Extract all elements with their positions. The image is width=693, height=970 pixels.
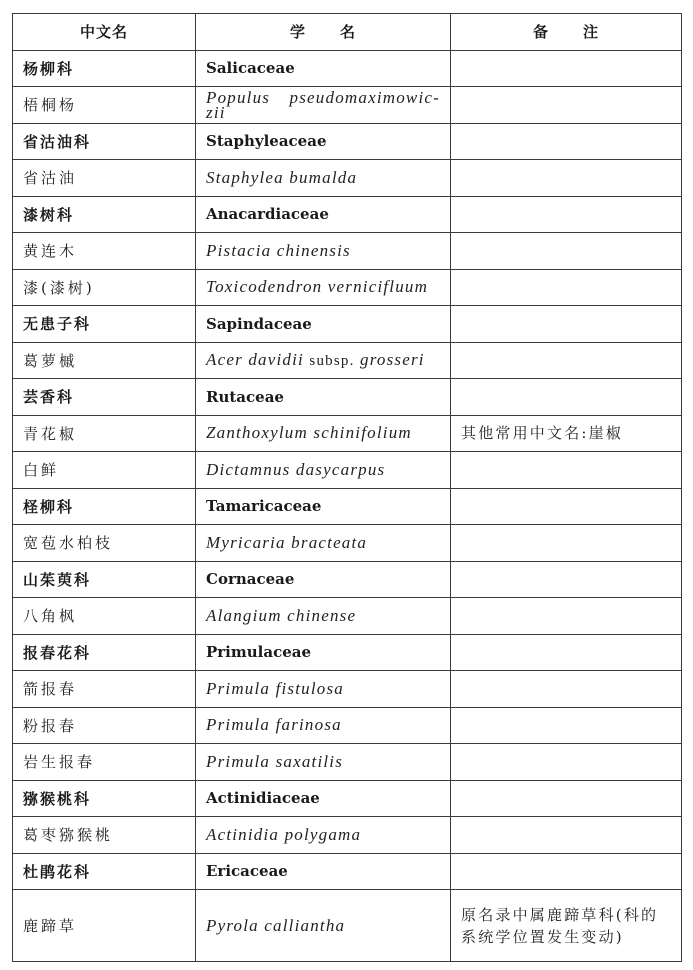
- chinese-species-name: 岩生报春: [13, 744, 196, 781]
- chinese-species-name: 漆(漆树): [13, 269, 196, 306]
- species-row: [13, 452, 682, 489]
- family-row: [13, 780, 682, 817]
- note-cell: [451, 196, 682, 233]
- scientific-species-name: Alangium chinense: [196, 598, 451, 635]
- note-cell: [451, 634, 682, 671]
- header-notes: [451, 14, 682, 51]
- chinese-species-name: 省沽油: [13, 160, 196, 197]
- chinese-family-name: 杨柳科: [13, 50, 196, 87]
- scientific-family-name: Staphyleaceae: [196, 123, 451, 160]
- note-cell: 其他常用中文名:崖椒: [451, 415, 682, 452]
- note-cell: [451, 671, 682, 708]
- genus-species: Acer davidii: [206, 350, 304, 370]
- species-row: [13, 671, 682, 708]
- family-row: [13, 561, 682, 598]
- family-row: [13, 50, 682, 87]
- note-cell: [451, 123, 682, 160]
- scientific-species-name: Zanthoxylum schinifolium: [196, 415, 451, 452]
- species-row: [13, 817, 682, 854]
- note-cell: [451, 342, 682, 379]
- family-row: [13, 488, 682, 525]
- species-row: [13, 415, 682, 452]
- species-row: [13, 342, 682, 379]
- scientific-species-name: Myricaria bracteata: [196, 525, 451, 562]
- species-row: [13, 233, 682, 270]
- header-chinese-name: 中文名: [13, 14, 196, 51]
- scientific-species-name: Actinidia polygama: [196, 817, 451, 854]
- scientific-species-name: Primula fistulosa: [196, 671, 451, 708]
- family-row: [13, 123, 682, 160]
- chinese-family-name: 山茱萸科: [13, 561, 196, 598]
- chinese-species-name: 鹿蹄草: [13, 890, 196, 962]
- scientific-family-name: Sapindaceae: [196, 306, 451, 343]
- chinese-family-name: 杜鹃花科: [13, 853, 196, 890]
- note-cell: [451, 306, 682, 343]
- header-scientific-name-b: 名: [340, 23, 357, 42]
- scientific-family-name: Primulaceae: [196, 634, 451, 671]
- scientific-species-name: Staphylea bumalda: [196, 160, 451, 197]
- species-row: [13, 87, 682, 124]
- chinese-family-name: 无患子科: [13, 306, 196, 343]
- chinese-species-name: 梧桐杨: [13, 87, 196, 124]
- scientific-family-name: Actinidiaceae: [196, 780, 451, 817]
- family-row: [13, 196, 682, 233]
- note-cell: [451, 525, 682, 562]
- species-row: [13, 890, 682, 962]
- chinese-family-name: 猕猴桃科: [13, 780, 196, 817]
- note-cell: 原名录中属鹿蹄草科(科的系统学位置发生变动): [451, 890, 682, 962]
- chinese-species-name: 八角枫: [13, 598, 196, 635]
- scientific-species-name: [196, 342, 451, 379]
- header-scientific-name: [196, 14, 451, 51]
- note-cell: [451, 233, 682, 270]
- family-row: [13, 853, 682, 890]
- chinese-species-name: 青花椒: [13, 415, 196, 452]
- chinese-species-name: 粉报春: [13, 707, 196, 744]
- header-scientific-name-a: 学: [289, 23, 306, 42]
- chinese-species-name: 葛萝槭: [13, 342, 196, 379]
- species-row: [13, 269, 682, 306]
- subspecies-epithet: grosseri: [360, 350, 425, 370]
- species-row: [13, 744, 682, 781]
- chinese-family-name: 芸香科: [13, 379, 196, 416]
- scientific-species-name: Primula farinosa: [196, 707, 451, 744]
- scientific-species-name: Pistacia chinensis: [196, 233, 451, 270]
- header-notes-b: 注: [583, 23, 600, 42]
- note-cell: [451, 561, 682, 598]
- scientific-family-name: Salicaceae: [196, 50, 451, 87]
- family-row: [13, 379, 682, 416]
- scientific-species-name: Pyrola calliantha: [196, 890, 451, 962]
- scientific-family-name: Tamaricaceae: [196, 488, 451, 525]
- species-row: [13, 598, 682, 635]
- chinese-species-name: 宽苞水柏枝: [13, 525, 196, 562]
- note-cell: [451, 488, 682, 525]
- note-cell: [451, 817, 682, 854]
- scientific-species-name: Primula saxatilis: [196, 744, 451, 781]
- family-row: [13, 634, 682, 671]
- chinese-family-name: 漆树科: [13, 196, 196, 233]
- scientific-family-name: Ericaceae: [196, 853, 451, 890]
- scientific-family-name: Anacardiaceae: [196, 196, 451, 233]
- chinese-family-name: 省沽油科: [13, 123, 196, 160]
- scientific-species-name: Toxicodendron vernicifluum: [196, 269, 451, 306]
- note-cell: [451, 379, 682, 416]
- chinese-species-name: 黄连木: [13, 233, 196, 270]
- rank-abbreviation: subsp.: [309, 353, 355, 370]
- scientific-family-name: Rutaceae: [196, 379, 451, 416]
- chinese-species-name: 白鲜: [13, 452, 196, 489]
- note-cell: [451, 160, 682, 197]
- species-row: [13, 160, 682, 197]
- species-list-table: [12, 13, 682, 962]
- chinese-family-name: 报春花科: [13, 634, 196, 671]
- note-cell: [451, 452, 682, 489]
- chinese-species-name: 箭报春: [13, 671, 196, 708]
- note-cell: [451, 50, 682, 87]
- note-cell: [451, 853, 682, 890]
- header-notes-a: 备: [532, 23, 549, 42]
- scientific-species-name: Dictamnus dasycarpus: [196, 452, 451, 489]
- chinese-species-name: 葛枣猕猴桃: [13, 817, 196, 854]
- species-row: [13, 707, 682, 744]
- note-cell: [451, 744, 682, 781]
- scientific-family-name: Cornaceae: [196, 561, 451, 598]
- species-row: [13, 525, 682, 562]
- note-cell: [451, 87, 682, 124]
- note-cell: [451, 598, 682, 635]
- chinese-family-name: 柽柳科: [13, 488, 196, 525]
- table-header-row: [13, 14, 682, 51]
- family-row: [13, 306, 682, 343]
- scientific-species-name: Populus pseudomaximowic-zii: [196, 87, 451, 124]
- note-cell: [451, 707, 682, 744]
- note-cell: [451, 269, 682, 306]
- note-cell: [451, 780, 682, 817]
